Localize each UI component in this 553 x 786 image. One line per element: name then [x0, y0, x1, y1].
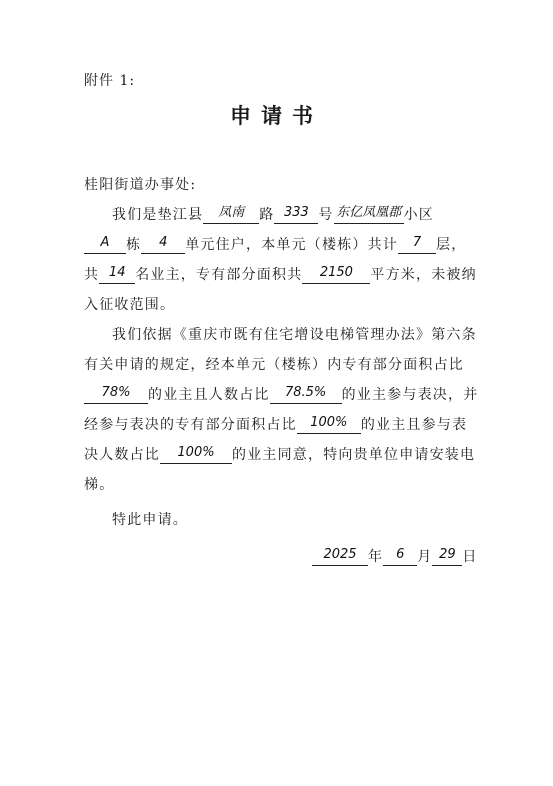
- year-unit: 年: [368, 549, 384, 565]
- para1-line4: 入征收范围。: [84, 297, 176, 313]
- text-segment: 号: [318, 207, 334, 223]
- people-ratio-field: [270, 385, 342, 404]
- vote-area-ratio-value: 100%: [310, 415, 348, 430]
- building-value: A: [100, 235, 110, 250]
- month-value: 6: [396, 547, 405, 562]
- area-ratio-field: [84, 385, 148, 404]
- para1-line3: [84, 265, 477, 285]
- text-segment: 的业主参与表决，并: [341, 387, 479, 403]
- road-name-field: [203, 205, 259, 224]
- day-field: [432, 547, 462, 566]
- floors-field: [398, 235, 436, 254]
- para1-line2: [84, 235, 466, 255]
- para2-line6: 梯。: [84, 477, 115, 493]
- closing: 特此申请。: [112, 512, 188, 528]
- text-segment: 单元住户，本单元（楼栋）共计: [185, 237, 399, 253]
- unit-value: 4: [159, 235, 168, 250]
- building-field: [84, 235, 126, 254]
- community-name-value: 东亿凤凰郡: [336, 205, 402, 220]
- road-number-field: [274, 205, 318, 224]
- para2-line1: 我们依据《重庆市既有住宅增设电梯管理办法》第六条: [112, 327, 477, 343]
- para2-line5: [84, 445, 475, 465]
- text-segment: 决人数占比: [84, 447, 160, 463]
- text-segment: 共: [84, 267, 100, 283]
- text-segment: 我们是垫江县: [112, 207, 204, 223]
- text-segment: 的业主且人数占比: [148, 387, 270, 403]
- vote-people-ratio-field: [160, 445, 232, 464]
- unit-field: [141, 235, 185, 254]
- text-segment: 的业主且参与表: [360, 417, 468, 433]
- text-segment: 经参与表决的专有部分面积占比: [84, 417, 297, 433]
- annex-label: 附件 1:: [84, 73, 136, 89]
- month-field: [383, 547, 417, 566]
- text-segment: 栋: [126, 237, 142, 253]
- road-number-value: 333: [283, 205, 309, 220]
- para2-line4: [84, 415, 467, 435]
- text-segment: 平方米，未被纳: [370, 267, 477, 283]
- floors-value: 7: [412, 235, 422, 250]
- text-segment: 小区: [403, 207, 435, 223]
- area-value: 2150: [319, 265, 353, 280]
- text-segment: 路: [259, 207, 275, 223]
- para1-line1: [112, 205, 434, 225]
- road-name-value: 凤南: [218, 205, 245, 220]
- vote-people-ratio-value: 100%: [177, 445, 215, 460]
- para2-line3: [84, 385, 478, 405]
- community-name-field: [334, 205, 404, 224]
- date-line: [312, 547, 478, 567]
- area-field: [302, 265, 370, 284]
- owners-field: [99, 265, 135, 284]
- para2-line2: 有关申请的规定，经本单元（楼栋）内专有部分面积占比: [84, 357, 464, 373]
- vote-area-ratio-field: [297, 415, 361, 434]
- owners-value: 14: [108, 265, 126, 280]
- people-ratio-value: 78.5%: [284, 385, 327, 400]
- text-segment: 的业主同意，特向贵单位申请安装电: [232, 447, 476, 463]
- area-ratio-value: 78%: [101, 385, 131, 400]
- year-value: 2025: [323, 547, 357, 562]
- document-title: 申请书: [230, 103, 323, 128]
- day-value: 29: [439, 547, 456, 562]
- day-unit: 日: [462, 549, 478, 565]
- text-segment: 层，: [436, 237, 467, 253]
- month-unit: 月: [417, 549, 433, 565]
- year-field: [312, 547, 368, 566]
- addressee: 桂阳街道办事处:: [84, 177, 197, 193]
- text-segment: 名业主，专有部分面积共: [135, 267, 303, 283]
